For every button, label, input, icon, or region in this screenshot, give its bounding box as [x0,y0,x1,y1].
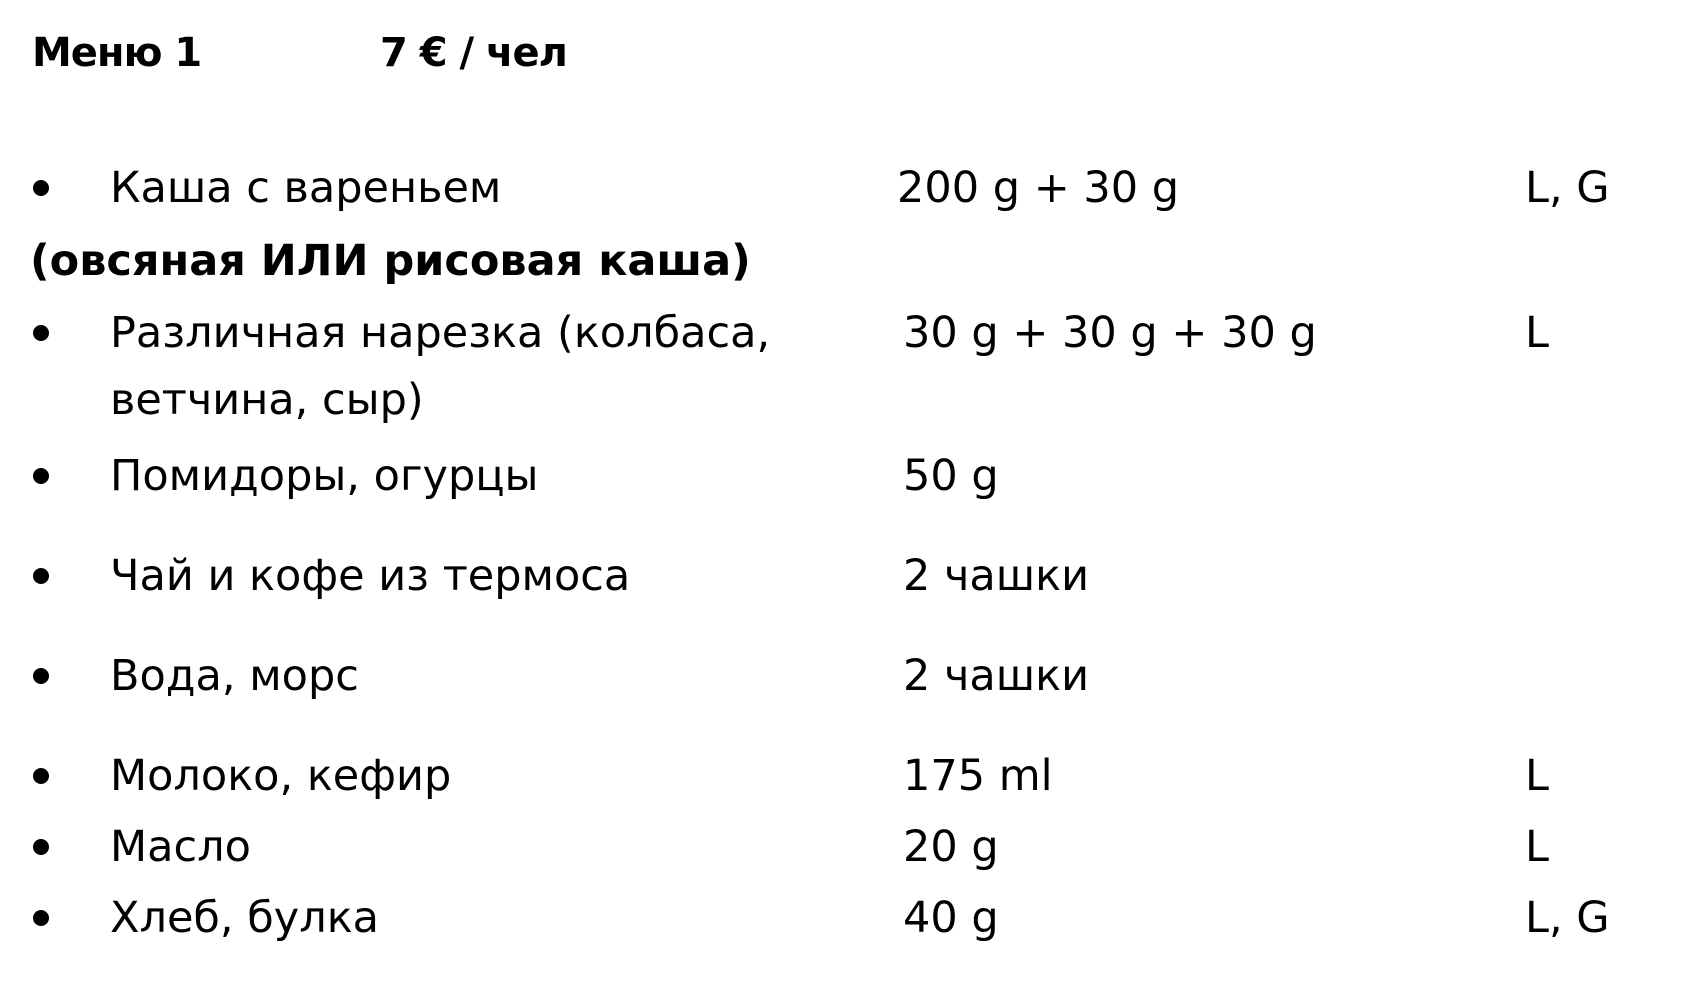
item-allergens: L [1525,822,1549,872]
item-name: Вода, морс [110,651,359,701]
item-amount: 175 ml [903,751,1053,801]
item-name: Помидоры, огурцы [110,451,539,501]
item-amount: 200 g + 30 g [897,163,1180,213]
item-note: (овсяная ИЛИ рисовая каша) [30,236,751,286]
item-name: Различная нарезка (колбаса, [110,308,771,358]
bullet-icon [33,300,51,366]
item-amount: 2 чашки [903,551,1090,601]
item-name: Молоко, кефир [110,751,452,801]
item-amount: 40 g [903,893,999,943]
item-amount: 2 чашки [903,651,1090,701]
item-allergens: L, G [1525,163,1610,213]
menu-title: Меню 1 [32,30,202,76]
item-amount: 30 g + 30 g + 30 g [903,308,1317,358]
item-name: Масло [110,822,251,872]
item-amount: 20 g [903,822,999,872]
item-name: Хлеб, булка [110,893,380,943]
item-name-line2: ветчина, сыр) [110,375,424,425]
bullet-icon [33,155,51,221]
bullet-icon [33,443,51,509]
item-amount: 50 g [903,451,999,501]
menu-header [32,30,567,76]
item-allergens: L, G [1525,893,1610,943]
bullet-icon [33,743,51,809]
bullet-icon [33,643,51,709]
item-allergens: L [1525,751,1549,801]
bullet-icon [33,885,51,951]
menu-price: 7 € / чел [380,30,567,76]
item-allergens: L [1525,308,1549,358]
item-name: Каша с вареньем [110,163,502,213]
bullet-icon [33,543,51,609]
bullet-icon [33,814,51,880]
item-name: Чай и кофе из термоса [110,551,631,601]
